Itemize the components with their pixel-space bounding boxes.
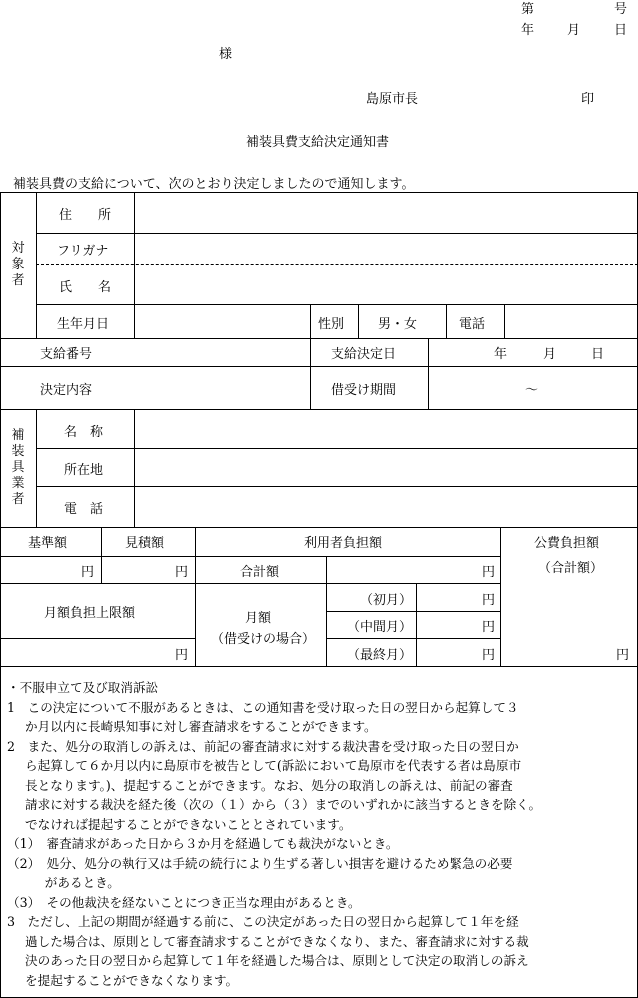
header-year: 年 xyxy=(521,23,535,38)
appeal-notice xyxy=(7,678,634,990)
subject-group-label: 対 象 者 xyxy=(11,241,25,288)
vendor-name-field[interactable] xyxy=(136,411,636,447)
notice-line: 長となります。)、提起することができます。なお、処分の取消しの訴えは、前記の審査 xyxy=(25,777,513,793)
monthly-loan-label: （借受けの場合） xyxy=(211,632,316,647)
recipient-honorific: 様 xyxy=(219,47,233,62)
furigana-label: フリガナ xyxy=(57,244,109,259)
notice-line: を提起することができなくなります。 xyxy=(25,972,239,988)
base-amount-yen: 円 xyxy=(81,565,95,580)
decision-content-field[interactable] xyxy=(136,368,309,408)
user-total-yen: 円 xyxy=(482,565,496,580)
loan-period-label: 借受け期間 xyxy=(331,383,397,398)
address-field[interactable] xyxy=(136,194,636,232)
notice-line: 過した場合は、原則として審査請求することができなくなり、また、審査請求に対する裁 xyxy=(25,933,529,949)
decision-date-year: 年 xyxy=(494,347,508,362)
notice-line: 3 ただし、上記の期間が経過する前に、この決定があった日の翌日から起算して１年を経 xyxy=(7,914,519,929)
vendor-location-field[interactable] xyxy=(136,450,636,485)
birthdate-field[interactable] xyxy=(136,306,309,337)
header-day: 日 xyxy=(614,23,628,38)
header-month: 月 xyxy=(567,23,581,38)
address-label: 住 所 xyxy=(59,208,112,223)
vendor-location-label: 所在地 xyxy=(64,463,104,478)
phone-label: 電話 xyxy=(459,317,486,332)
last-month-label: （最終月） xyxy=(347,648,413,663)
notice-line: 請求に対する裁決を経た後（次の（１）から（３）までのいずれかに該当するときを除く。 xyxy=(25,797,542,812)
vendor-group-label: 補 装 具 業 者 xyxy=(11,428,25,507)
intro-text: 補装具費の支給について、次のとおり決定しましたので通知します。 xyxy=(13,177,415,192)
notice-line: （2） 処分、処分の執行又は手続の続行により生ずる著しい損害を避けるため緊急の必要 xyxy=(7,855,513,871)
notice-line: 決のあった日の翌日から起算して１年を経過した場合は、原則として決定の取消しの訴え xyxy=(25,953,529,968)
name-field[interactable] xyxy=(136,266,636,303)
gender-label: 性別 xyxy=(318,317,345,332)
notice-line: か月以内に長崎県知事に対し審査請求をすることができます。 xyxy=(25,719,377,734)
last-month-yen: 円 xyxy=(482,648,496,663)
payment-number-label: 支給番号 xyxy=(40,347,93,362)
notice-line: があるとき。 xyxy=(7,875,120,890)
seal-mark: 印 xyxy=(581,92,595,107)
payment-number-field[interactable] xyxy=(136,340,309,365)
middle-month-label: （中間月） xyxy=(347,620,413,635)
notice-line: 1 この決定について不服があるときは、この通知書を受け取った日の翌日から起算して３ xyxy=(7,699,519,715)
notice-line: （1） 審査請求があった日から３か月を経過しても裁決がないとき。 xyxy=(7,836,399,851)
gender-options[interactable]: 男・女 xyxy=(378,317,418,332)
name-label: 氏 名 xyxy=(59,280,112,295)
vendor-phone-field[interactable] xyxy=(136,488,636,526)
number-prefix: 第 xyxy=(521,2,535,17)
base-amount-label: 基準額 xyxy=(28,536,68,551)
estimate-amount-yen: 円 xyxy=(175,565,189,580)
notice-line: ら起算して６か月以内に島原市を被告として(訴訟において島原市を代表する者は島原市 xyxy=(25,758,522,773)
vendor-phone-label: 電 話 xyxy=(64,502,104,517)
monthly-cap-yen: 円 xyxy=(175,648,189,663)
user-burden-label: 利用者負担額 xyxy=(304,536,383,551)
decision-date-month: 月 xyxy=(543,347,557,362)
monthly-cap-label: 月額負担上限額 xyxy=(44,606,136,621)
decision-date-day: 日 xyxy=(591,347,605,362)
decision-date-label: 支給決定日 xyxy=(331,347,397,362)
notice-line: ・不服申立て及び取消訴訟 xyxy=(7,680,159,695)
public-burden-yen: 円 xyxy=(616,648,630,663)
notice-line: 2 また、処分の取消しの訴えは、前記の審査請求に対する裁決書を受け取った日の翌日か xyxy=(7,738,519,754)
notice-line: （3） その他裁決を経ないことにつき正当な理由があるとき。 xyxy=(7,894,361,910)
decision-content-label: 決定内容 xyxy=(40,383,93,398)
user-total-label: 合計額 xyxy=(240,565,280,580)
document-title: 補装具費支給決定通知書 xyxy=(246,135,390,150)
vendor-name-label: 名 称 xyxy=(64,425,104,440)
furigana-field[interactable] xyxy=(136,235,636,263)
birthdate-label: 生年月日 xyxy=(57,317,110,332)
first-month-yen: 円 xyxy=(482,593,496,608)
middle-month-yen: 円 xyxy=(482,620,496,635)
monthly-label: 月額 xyxy=(245,611,272,626)
estimate-amount-label: 見積額 xyxy=(125,536,165,551)
issuer-mayor: 島原市長 xyxy=(366,92,419,107)
number-suffix: 号 xyxy=(614,2,628,17)
notice-line: でなければ提起することができないこととされています。 xyxy=(25,816,352,832)
first-month-label: （初月） xyxy=(360,593,413,608)
public-burden-label: 公費負担額 xyxy=(534,536,600,551)
loan-period-tilde: ～ xyxy=(525,383,539,398)
phone-field[interactable] xyxy=(506,306,636,337)
public-total-label: （合計額） xyxy=(538,561,604,576)
